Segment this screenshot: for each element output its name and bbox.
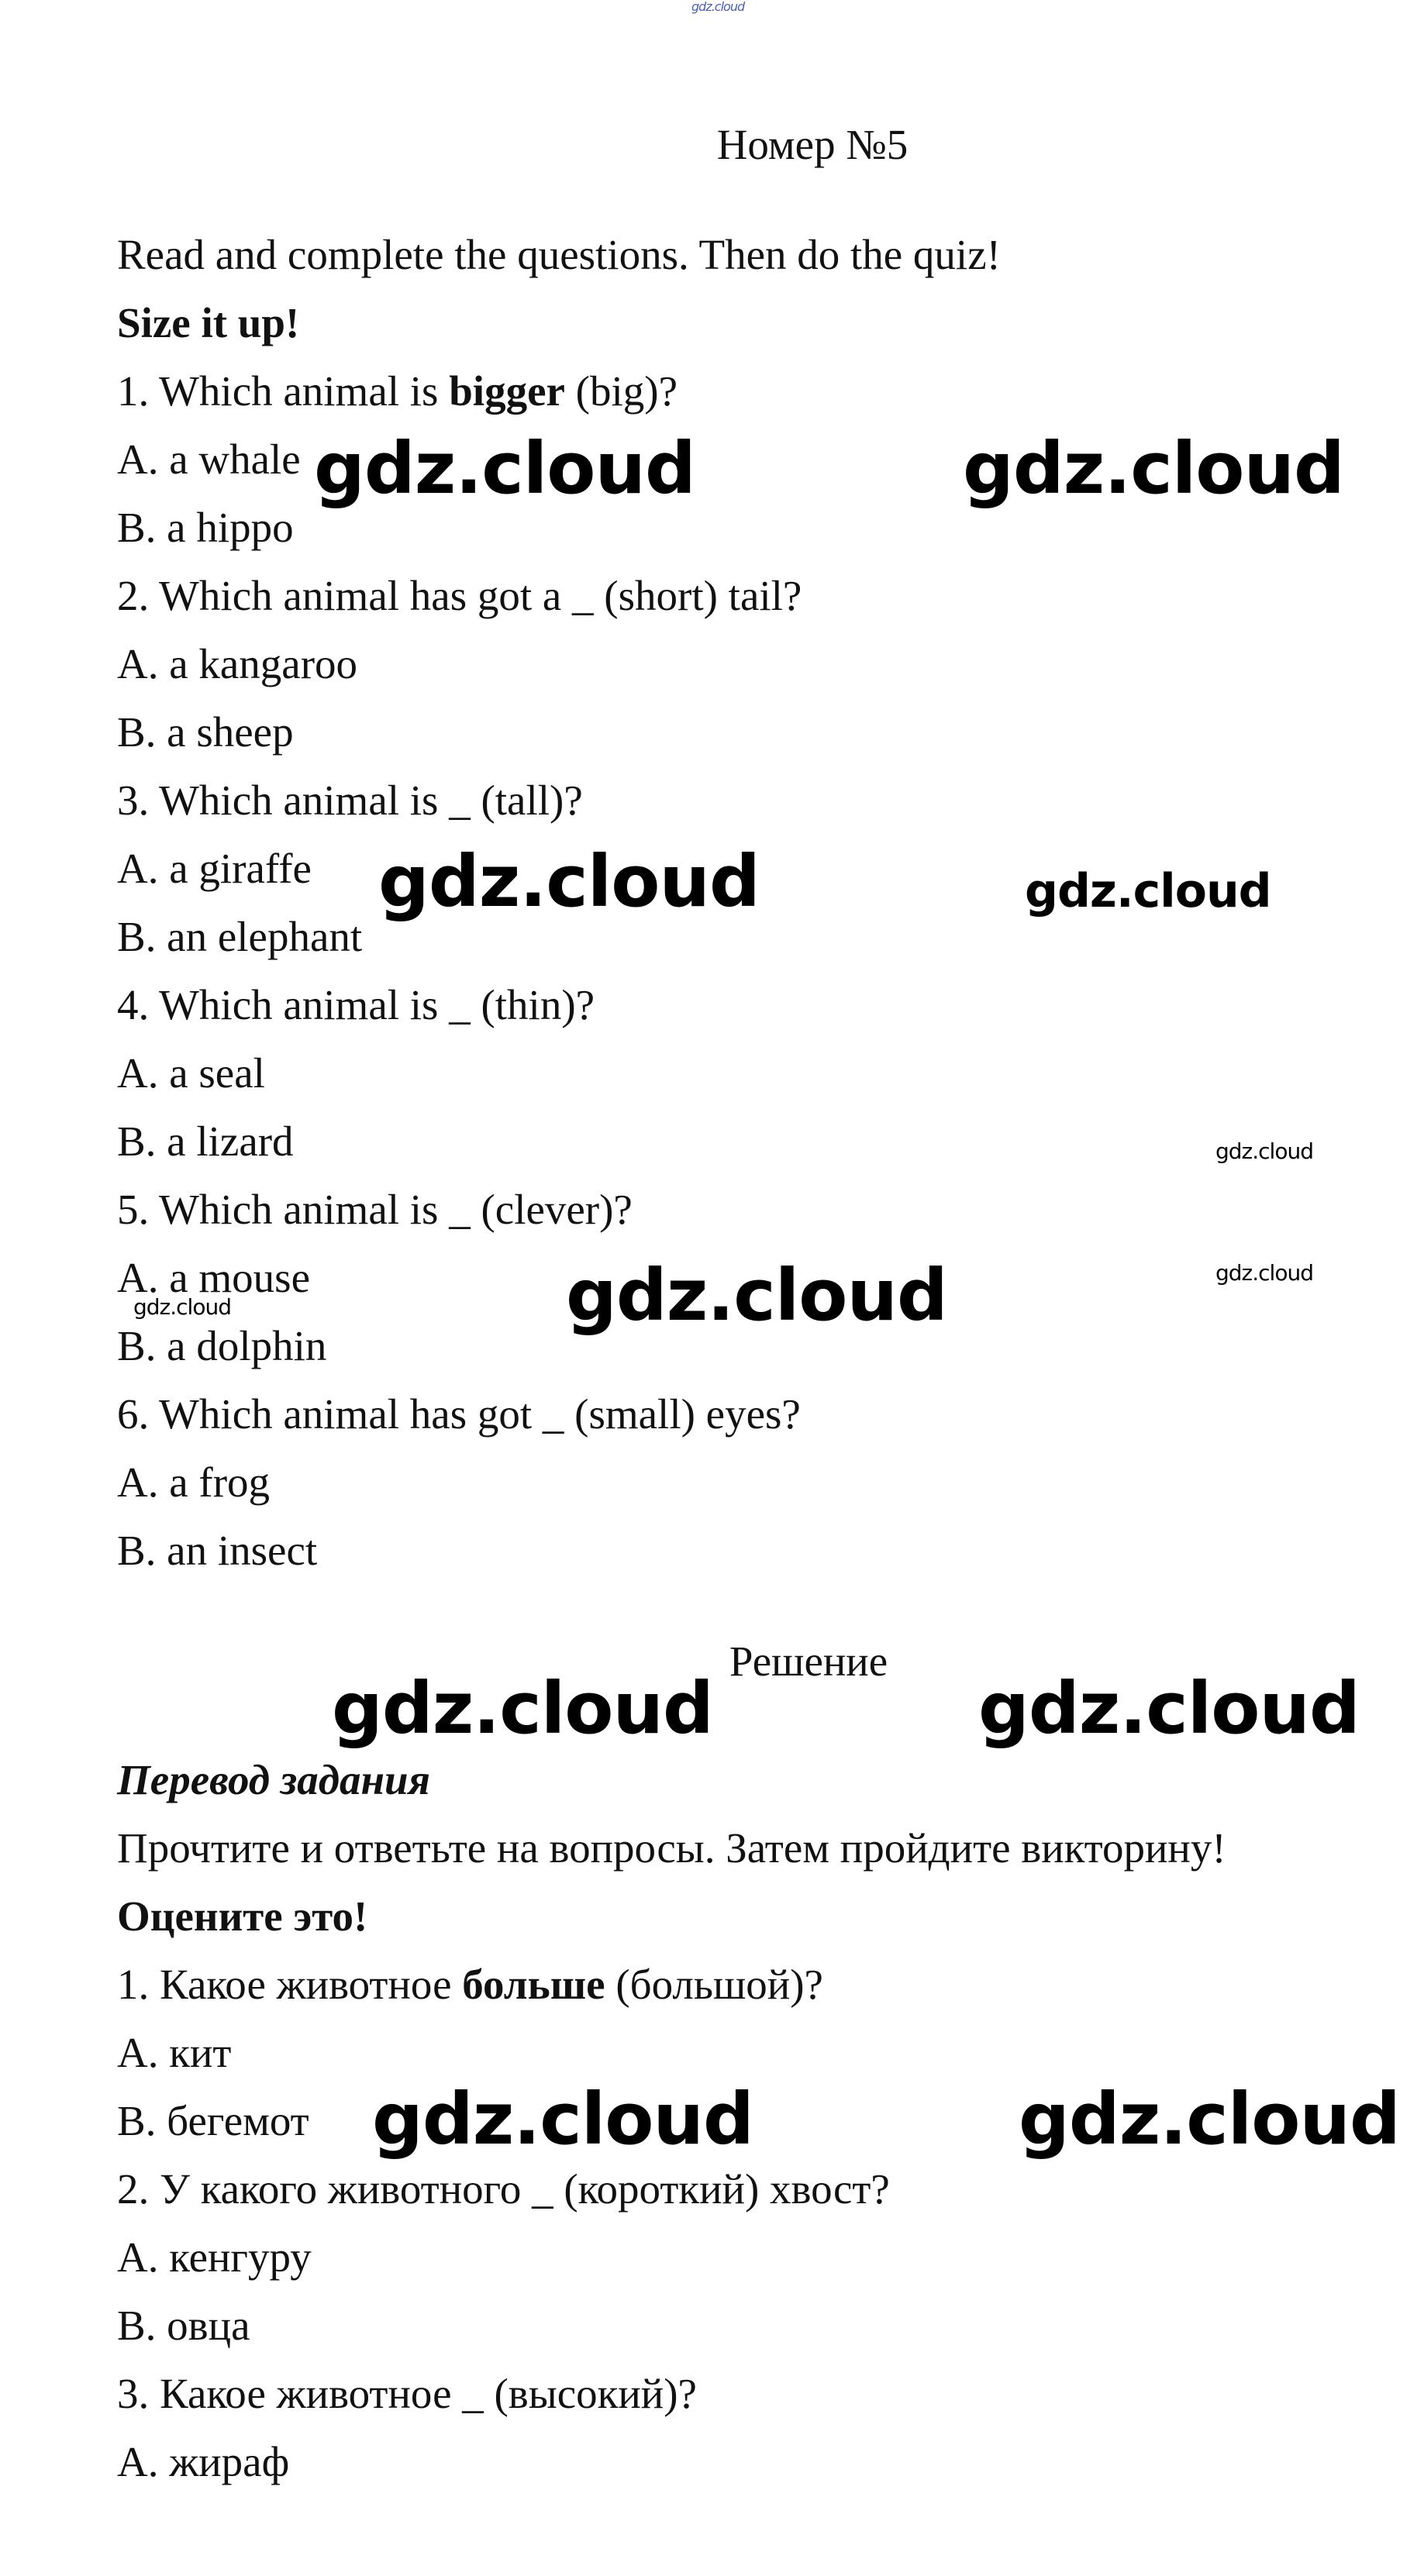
translation-instruction: Прочтите и ответьте на вопросы. Затем пройдите викторину! (117, 1824, 1226, 1872)
translation-question-1 (117, 1960, 823, 2009)
question-1-option-a: A. a whale (117, 436, 301, 483)
watermark: gdz.cloud (332, 1667, 713, 1750)
translation-question-3-option-a: А. жираф (117, 2438, 290, 2485)
question-6: 6. Which animal has got _ (small) eyes? (117, 1390, 801, 1438)
question-5-option-a: A. a mouse (117, 1254, 310, 1301)
watermark: gdz.cloud (1215, 1260, 1313, 1286)
question-2: 2. Which animal has got a _ (short) tail? (117, 572, 802, 619)
watermark: gdz.cloud (1025, 864, 1271, 918)
question-4: 4. Which animal is _ (thin)? (117, 981, 595, 1028)
watermark: gdz.cloud (133, 1294, 231, 1320)
solution-heading: Решение (729, 1638, 888, 1685)
question-3-option-a: A. a giraffe (117, 845, 312, 892)
translation-question-2: 2. У какого животного _ (короткий) хвост? (117, 2165, 890, 2213)
watermark: gdz.cloud (372, 2078, 753, 2161)
watermark: gdz.cloud (1215, 1138, 1313, 1164)
translation-question-2-option-b: В. овца (117, 2302, 250, 2349)
question-1-suffix: (big)? (564, 367, 678, 415)
translation-question-3: 3. Какое животное _ (высокий)? (117, 2370, 697, 2417)
question-1-bold-word: bigger (449, 367, 565, 415)
question-6-option-a: A. a frog (117, 1458, 271, 1506)
translation-question-1-bold-word: больше (462, 1961, 605, 2008)
page-title: Номер №5 (716, 121, 909, 168)
question-4-option-a: A. a seal (117, 1049, 265, 1097)
question-1-option-b: B. a hippo (117, 504, 294, 551)
question-6-option-b: B. an insect (117, 1527, 318, 1574)
translation-question-1-option-a: А. кит (117, 2029, 232, 2076)
question-4-option-b: B. a lizard (117, 1118, 294, 1165)
question-2-option-b: B. a sheep (117, 708, 294, 756)
translation-subheading: Оцените это! (117, 1892, 368, 1940)
translation-question-1-suffix: (большой)? (605, 1961, 823, 2008)
question-3: 3. Which animal is _ (tall)? (117, 777, 583, 824)
translation-heading: Перевод задания (117, 1756, 430, 1803)
header-watermark: gdz.cloud (691, 0, 745, 14)
question-5: 5. Which animal is _ (clever)? (117, 1186, 633, 1233)
task-heading: Size it up! (117, 299, 300, 346)
watermark: gdz.cloud (566, 1254, 947, 1337)
question-3-option-b: B. an elephant (117, 913, 363, 960)
question-1 (117, 367, 678, 416)
question-1-prefix: 1. Which animal is (117, 367, 450, 415)
watermark: gdz.cloud (378, 840, 760, 923)
watermark: gdz.cloud (1019, 2078, 1400, 2161)
watermark: gdz.cloud (978, 1667, 1360, 1750)
translation-question-2-option-a: А. кенгуру (117, 2233, 312, 2281)
translation-question-1-prefix: 1. Какое животное (117, 1961, 463, 2008)
question-5-option-b: B. a dolphin (117, 1322, 327, 1369)
question-2-option-a: A. a kangaroo (117, 640, 358, 687)
translation-question-1-option-b: В. бегемот (117, 2097, 309, 2144)
watermark: gdz.cloud (963, 427, 1344, 510)
task-instruction: Read and complete the questions. Then do the quiz! (117, 231, 1001, 278)
watermark: gdz.cloud (314, 427, 695, 510)
